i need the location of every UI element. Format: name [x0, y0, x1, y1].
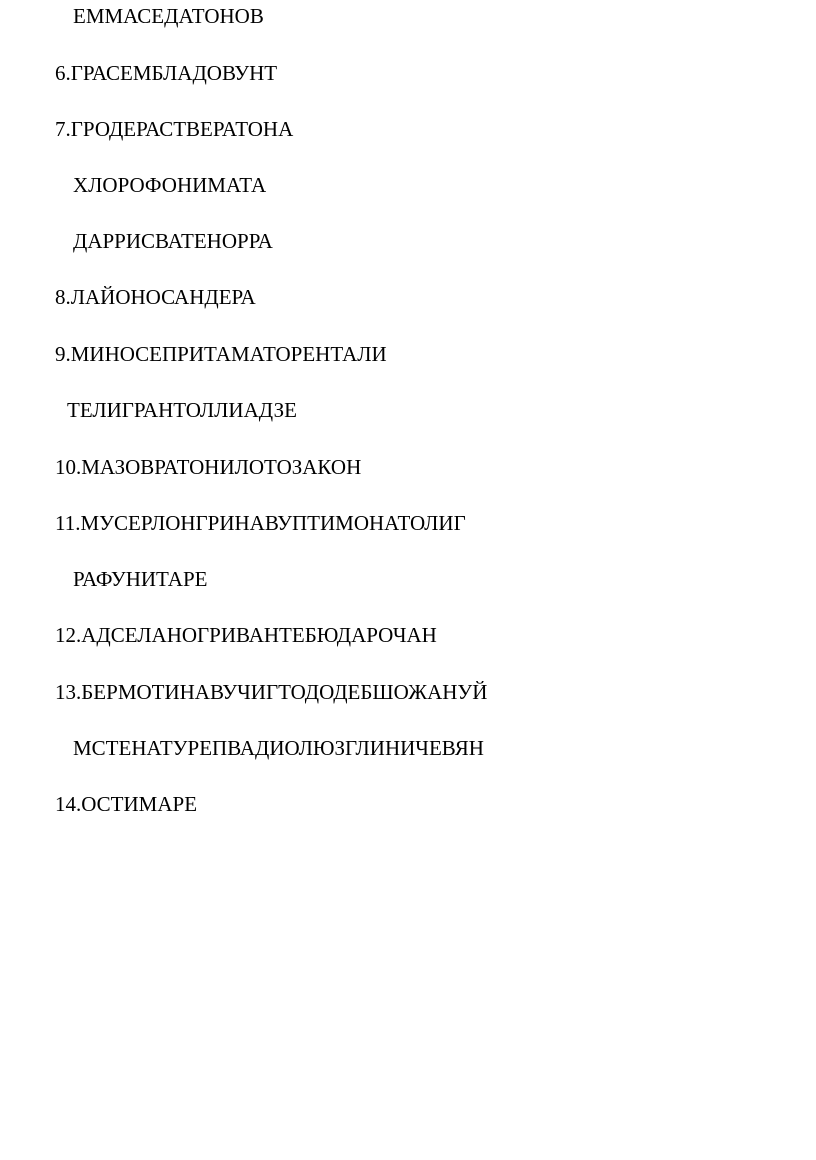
- list-item-13: 13.БЕРМОТИНАВУЧИГТОДОДЕБШОЖАНУЙ: [55, 680, 488, 704]
- list-item-14: 14.ОСТИМАРЕ: [55, 792, 198, 816]
- list-item-8: 8.ЛАЙОНОСАНДЕРА: [55, 285, 256, 309]
- list-item-12: 12.АДСЕЛАНОГРИВАНТЕБЮДАРОЧАН: [55, 623, 437, 647]
- list-item-10: 10.МАЗОВРАТОНИЛОТОЗАКОН: [55, 455, 362, 479]
- text-line-continuation: ТЕЛИГРАНТОЛЛИАДЗЕ: [67, 398, 297, 422]
- list-item-6: 6.ГРАСЕМБЛАДОВУНТ: [55, 61, 278, 85]
- list-item-7: 7.ГРОДЕРАСТВЕРАТОНА: [55, 117, 294, 141]
- list-item-9: 9.МИНОСЕПРИТАМАТОРЕНТАЛИ: [55, 342, 387, 366]
- text-line-continuation: РАФУНИТАРЕ: [73, 567, 208, 591]
- text-line-continuation: МСТЕНАТУРЕПВАДИОЛЮЗГЛИНИЧЕВЯН: [73, 736, 484, 760]
- list-item-11: 11.МУСЕРЛОНГРИНАВУПТИМОНАТОЛИГ: [55, 511, 466, 535]
- text-line-continuation: ХЛОРОФОНИМАТА: [73, 173, 267, 197]
- text-line-continuation: ЕММАСЕДАТОНОВ: [73, 4, 264, 28]
- text-line-continuation: ДАРРИСВАТЕНОРРА: [73, 229, 273, 253]
